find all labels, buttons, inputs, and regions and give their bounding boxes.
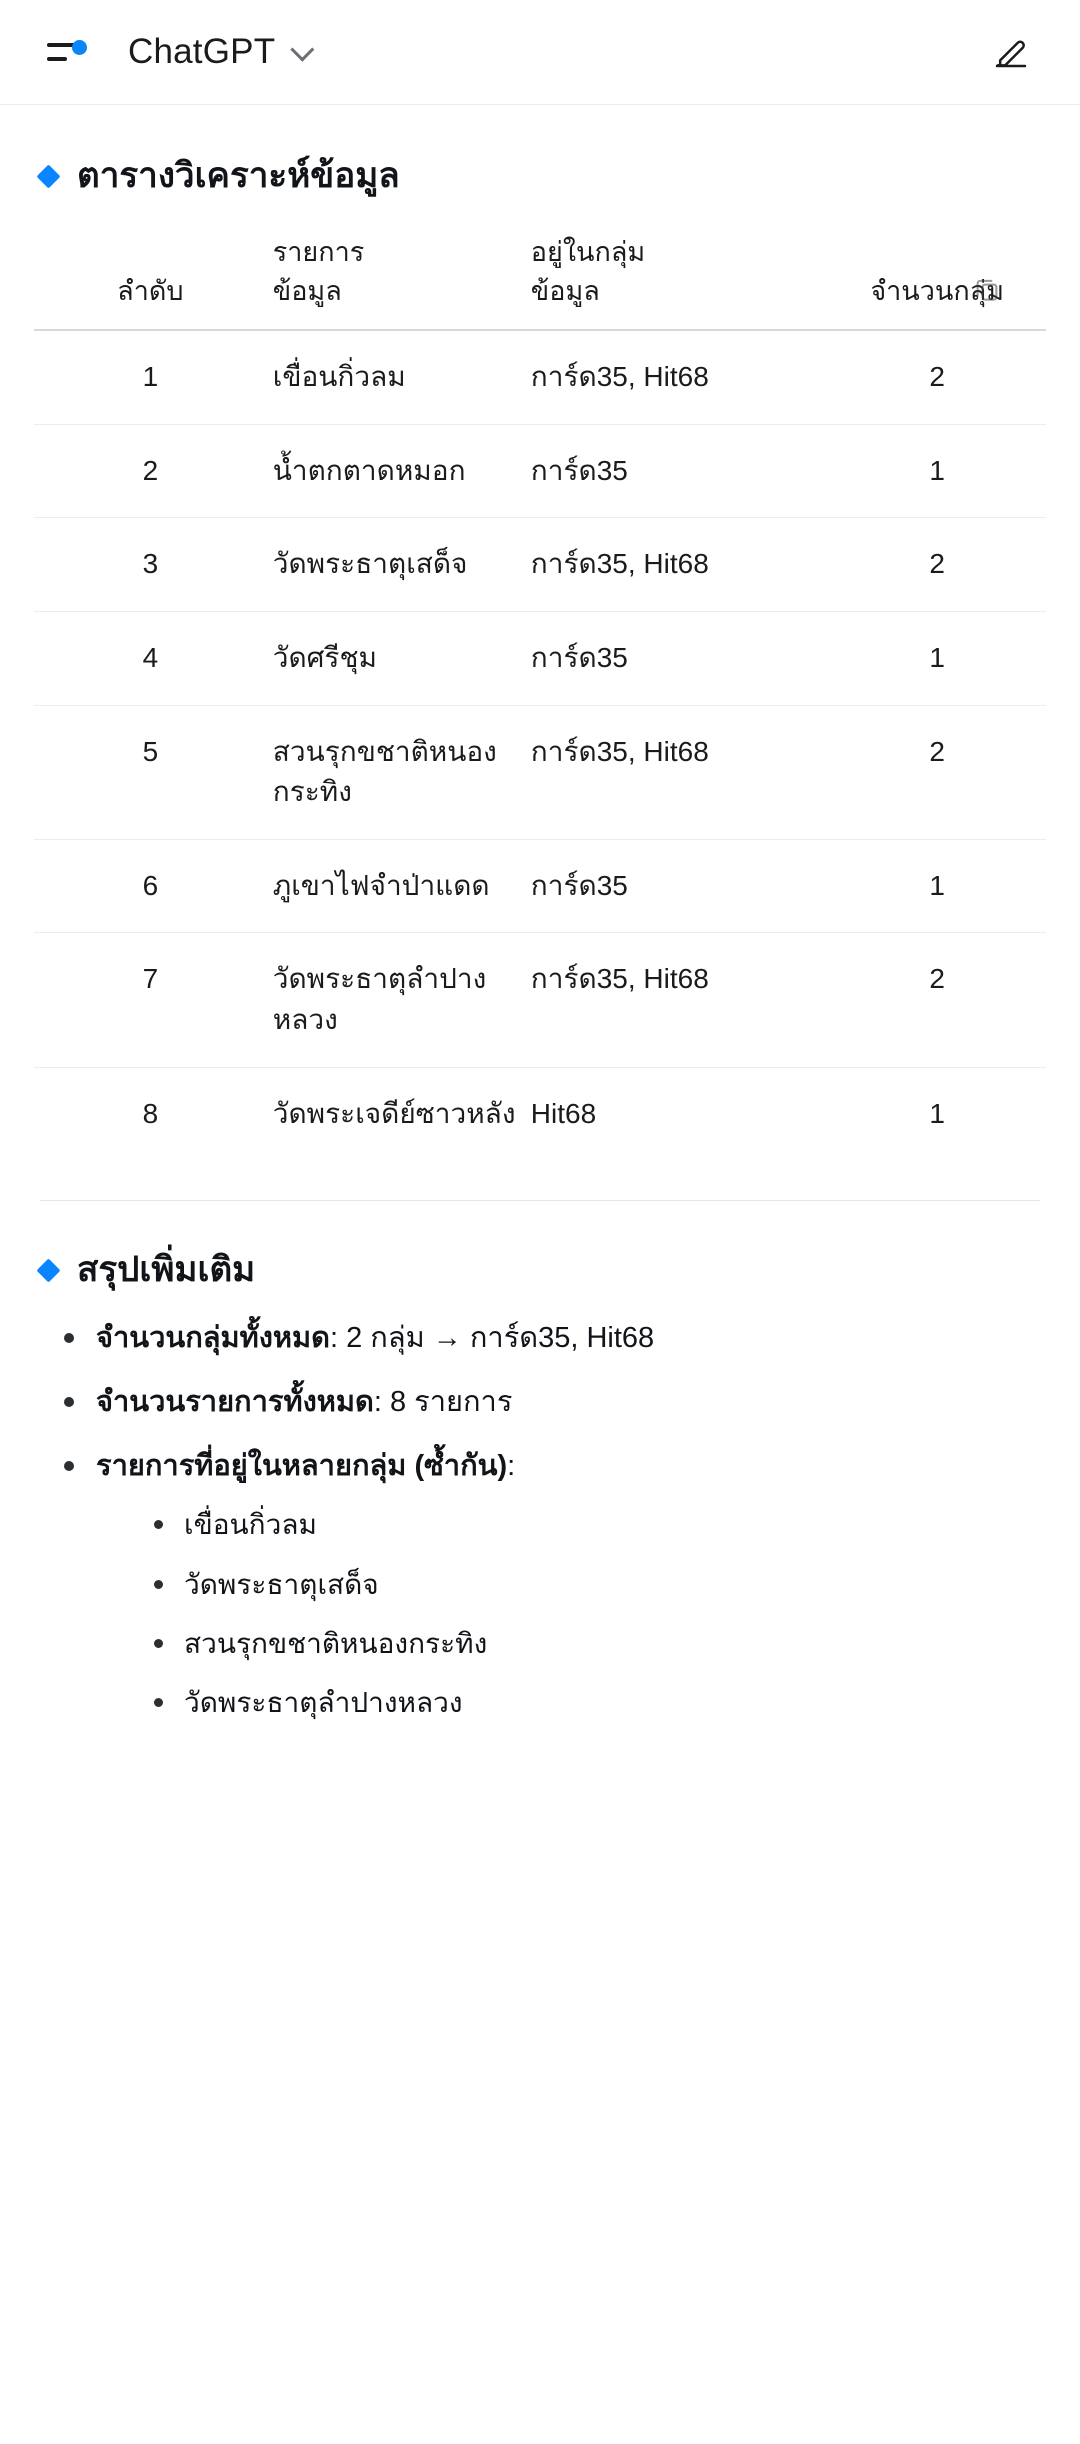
table-row (34, 933, 1046, 1067)
table-row (34, 330, 1046, 424)
summary-item-value: : 8 รายการ (373, 1386, 513, 1419)
cell-item: วัดพระเจดีย์ซาวหลัง (272, 1097, 516, 1129)
table-row (34, 612, 1046, 706)
summary-section (34, 1249, 1046, 1722)
cell-groups: การ์ด35, Hit68 (525, 933, 829, 1067)
cell-no: 8 (142, 1097, 159, 1129)
cell-groups: การ์ด35 (525, 424, 829, 518)
analysis-table (34, 223, 1046, 1160)
summary-heading (40, 1249, 1046, 1291)
table-header-row (34, 223, 1046, 330)
cell-item: วัดพระธาตุลำปางหลวง (267, 933, 525, 1067)
summary-title: สรุปเพิ่มเติม (77, 1250, 256, 1290)
column-header-groups-line1: อยู่ในกลุ่ม (530, 237, 646, 267)
app-title: ChatGPT (128, 32, 276, 71)
column-header-groups (525, 223, 829, 330)
cell-groups: การ์ด35, Hit68 (525, 705, 829, 839)
cell-count: 1 (828, 424, 1046, 518)
cell-count: 2 (828, 933, 1046, 1067)
cell-item: ภูเขาไฟจำป่าแดด (267, 839, 525, 933)
list-item: สวนรุกขชาติหนองกระทิง (144, 1624, 1046, 1663)
duplicate-items-list (96, 1505, 1046, 1722)
table-row (34, 839, 1046, 933)
cell-count: 1 (929, 1097, 945, 1129)
list-item (52, 1381, 1046, 1423)
table-header (34, 223, 1046, 330)
table-body (34, 330, 1046, 1160)
model-selector[interactable] (128, 32, 308, 72)
cell-no: 4 (34, 612, 267, 706)
cell-item: วัดศรีชุม (267, 612, 525, 706)
summary-item-label: จำนวนกลุ่มทั้งหมด (96, 1322, 330, 1355)
divider (40, 1200, 1040, 1201)
summary-item-value: : 2 กลุ่ม → การ์ด35, Hit68 (330, 1322, 655, 1355)
summary-item-value: : (507, 1450, 516, 1483)
list-item (52, 1317, 1046, 1359)
app-bar (0, 0, 1080, 105)
column-header-count-label: จำนวนกลุ่ม (870, 276, 1005, 307)
cell-groups: การ์ด35, Hit68 (525, 518, 829, 612)
summary-item-label: จำนวนรายการทั้งหมด (96, 1386, 374, 1419)
cell-item: เขื่อนกิ่วลม (267, 330, 525, 424)
cell-count: 1 (828, 612, 1046, 706)
cell-no: 7 (34, 933, 267, 1067)
cell-no: 6 (34, 839, 267, 933)
hamburger-menu-icon (47, 39, 87, 65)
chevron-down-icon (291, 37, 315, 61)
table-row (34, 705, 1046, 839)
blue-diamond-icon (36, 164, 60, 188)
summary-list (34, 1317, 1046, 1722)
cell-groups: การ์ด35 (525, 612, 829, 706)
menu-button[interactable] (38, 23, 96, 81)
column-header-no: ลำดับ (34, 223, 267, 330)
column-header-groups-line2: ข้อมูล (530, 276, 600, 307)
table-row (34, 518, 1046, 612)
cell-groups: การ์ด35 (525, 839, 829, 933)
cell-count: 2 (828, 518, 1046, 612)
table-row (34, 424, 1046, 518)
cell-count: 1 (828, 839, 1046, 933)
cell-item: น้ำตกตาดหมอก (267, 424, 525, 518)
blue-diamond-icon (36, 1258, 60, 1282)
cell-groups: การ์ด35, Hit68 (525, 330, 829, 424)
cell-item: สวนรุกขชาติหนองกระทิง (267, 705, 525, 839)
copy-icon[interactable] (972, 274, 1002, 315)
cell-no: 5 (34, 705, 267, 839)
cell-count: 2 (828, 705, 1046, 839)
cell-item: วัดพระธาตุเสด็จ (267, 518, 525, 612)
cell-no: 2 (34, 424, 267, 518)
section-title: ตารางวิเคราะห์ข้อมูล (77, 156, 400, 195)
compose-pencil-icon (991, 32, 1031, 72)
message-content (0, 105, 1080, 1784)
list-item: เขื่อนกิ่วลม (144, 1505, 1046, 1544)
list-item (52, 1445, 1046, 1722)
table-row (34, 1067, 1046, 1160)
column-header-count (828, 223, 1046, 330)
column-header-item-line1: รายการ (272, 237, 365, 267)
column-header-item (267, 223, 525, 330)
summary-item-label: รายการที่อยู่ในหลายกลุ่ม (ซ้ำกัน) (96, 1450, 508, 1483)
list-item: วัดพระธาตุเสด็จ (144, 1565, 1046, 1604)
new-chat-button[interactable] (980, 21, 1042, 83)
list-item: วัดพระธาตุลำปางหลวง (144, 1683, 1046, 1722)
column-header-item-line2: ข้อมูล (272, 276, 342, 307)
cell-count: 2 (828, 330, 1046, 424)
cell-no: 1 (34, 330, 267, 424)
table-section-heading (40, 155, 1046, 197)
cell-no: 3 (34, 518, 267, 612)
cell-groups: Hit68 (530, 1097, 597, 1129)
